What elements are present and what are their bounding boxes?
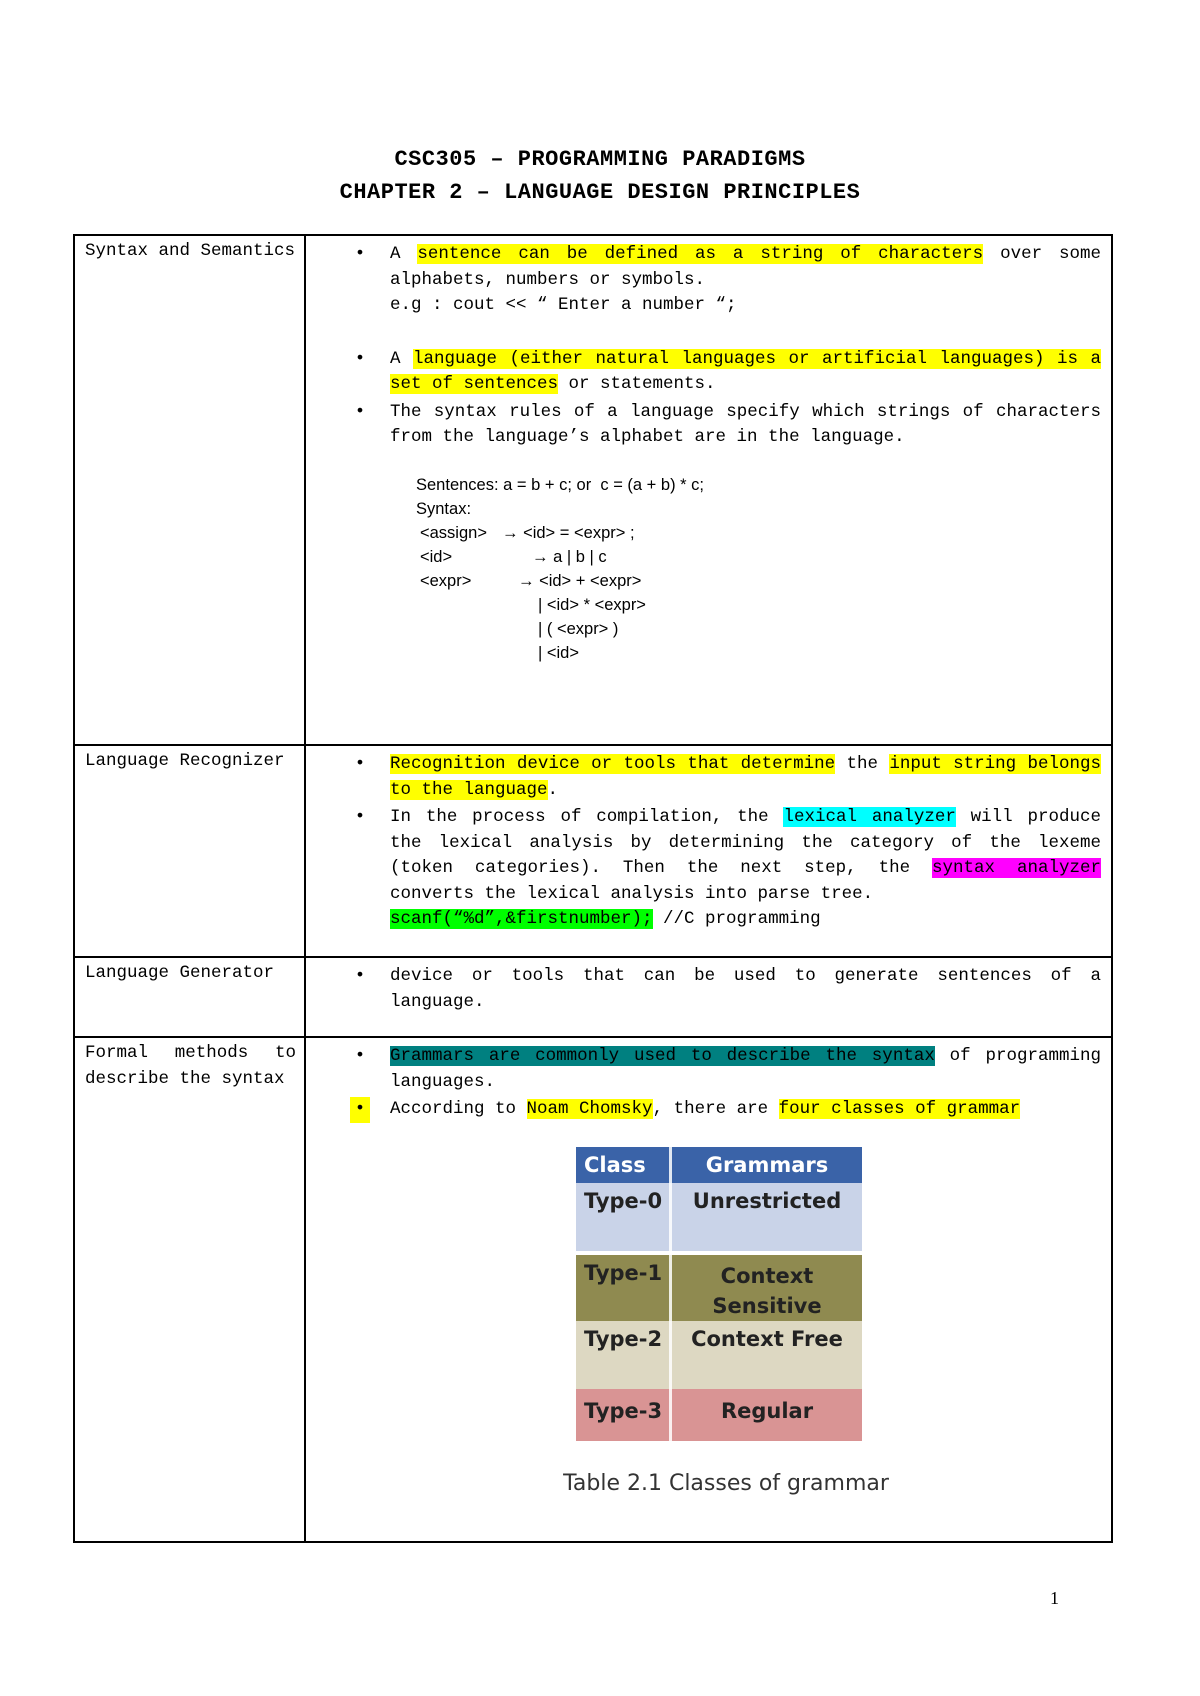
text-span: converts the lexical analysis into parse tree. [390, 883, 874, 904]
text-span: The syntax rules of a language specify which strings of characters from the language’s alphabet are in the language. [390, 401, 1101, 447]
text-span: over some alphabets, numbers or symbols. [390, 244, 1101, 290]
text-span: A [390, 348, 413, 369]
grammar-cell: Context Sensitive [712, 1263, 822, 1318]
row-content [305, 235, 1112, 745]
rule-alt: | <id> [538, 643, 579, 662]
text-span: . [547, 779, 559, 800]
table-row [74, 745, 1112, 957]
rule-rhs: → <id> + <expr> [518, 571, 642, 590]
highlighted-text: input string belongs to the language [390, 754, 1101, 800]
header-cell: Class [576, 1147, 672, 1183]
grammar-classes-table [576, 1147, 862, 1441]
row-label: Formal methods to describe the syntax [74, 1037, 305, 1542]
grammar-cell: Regular [720, 1398, 814, 1423]
rule-lhs: <assign> [420, 523, 487, 542]
text-span: According to [390, 1099, 527, 1119]
class-cell: Type-3 [576, 1389, 672, 1441]
list-item [306, 805, 1101, 933]
text-span: of programming languages. [390, 1046, 1101, 1092]
text-span: , there are [652, 1099, 779, 1119]
course-title: CSC305 – PROGRAMMING PARADIGMS [394, 147, 806, 172]
highlighted-text: sentence can be defined as a string of characters [417, 244, 984, 264]
row-content [305, 1037, 1112, 1542]
bullet-icon: • [354, 1046, 366, 1066]
highlighted-text: Noam Chomsky [526, 1099, 653, 1119]
list-item [306, 242, 1101, 319]
table-row [74, 1037, 1112, 1542]
class-cell: Type-2 [576, 1321, 672, 1389]
list-item [306, 1044, 1101, 1095]
list-item [306, 400, 1101, 451]
row-content [305, 745, 1112, 957]
list-item [306, 964, 1101, 1015]
class-cell: Type-0 [576, 1183, 672, 1251]
page-number: 1 [1050, 1588, 1059, 1608]
chapter-title: CHAPTER 2 – LANGUAGE DESIGN PRINCIPLES [339, 180, 861, 205]
row-label: Language Generator [74, 957, 305, 1037]
rule-lhs: <expr> [420, 571, 472, 590]
grammar-row [576, 1183, 862, 1251]
content-table [73, 234, 1113, 1543]
grammar-row [576, 1255, 862, 1321]
text-span: In the process of compilation, the [390, 807, 784, 827]
rule-rhs: → <id> = <expr> ; [502, 523, 635, 542]
bullet-icon: • [350, 1097, 370, 1123]
rule-alt: | ( <expr> ) [538, 619, 619, 638]
list-item [306, 752, 1101, 803]
code-comment: //C programming [652, 909, 821, 929]
grammar-row [576, 1389, 862, 1441]
row-content [305, 957, 1112, 1037]
highlighted-text: four classes of grammar [778, 1099, 1021, 1119]
table-caption: Table 2.1 Classes of grammar [563, 1470, 889, 1496]
bullet-icon: • [354, 244, 366, 264]
table-row [74, 235, 1112, 745]
rule-lhs: <id> [420, 547, 453, 566]
highlighted-text: Recognition device or tools that determine [390, 754, 836, 774]
grammar-cell: Unrestricted [692, 1188, 842, 1213]
grammar-cell: Context Free [691, 1326, 843, 1351]
syntax-heading: Syntax: [416, 499, 472, 518]
highlighted-text: lexical analyzer [783, 807, 956, 827]
code-example: scanf(“%d”,&firstnumber); [390, 909, 653, 929]
highlighted-text: Grammars are commonly used to describe the syntax [390, 1046, 935, 1066]
highlighted-text: syntax analyzer [932, 858, 1101, 878]
class-cell: Type-1 [576, 1255, 672, 1321]
table-row [74, 957, 1112, 1037]
grammar-figure [306, 1147, 1101, 1507]
grammar-table-header [576, 1147, 862, 1183]
text-span: or statements. [558, 374, 716, 394]
bullet-icon: • [354, 401, 366, 422]
text-span: the [835, 754, 890, 774]
bullet-icon: • [354, 966, 366, 986]
example-code: e.g : cout << “ Enter a number “; [390, 295, 737, 315]
rule-rhs: → a | b | c [532, 547, 607, 566]
list-item [306, 1097, 1101, 1123]
grammar-row [576, 1321, 862, 1389]
row-label: Language Recognizer [74, 745, 305, 957]
highlighted-text: language (either natural languages or artificial languages) is a set of sentences [390, 348, 1101, 394]
row-label: Syntax and Semantics [74, 235, 305, 745]
text-span: A [390, 244, 418, 264]
text-span: device or tools that can be used to generate sentences of a language. [390, 966, 1101, 1012]
text-span: will produce the lexical analysis by determining the category of the lexeme (token categories). Then the next step, the [390, 807, 1102, 878]
bullet-icon: • [354, 807, 366, 827]
header-cell: Grammars [705, 1152, 829, 1177]
sentences-line: Sentences: a = b + c; or c = (a + b) * c; [416, 475, 704, 494]
syntax-figure [306, 473, 1101, 669]
rule-alt: | <id> * <expr> [538, 595, 646, 614]
list-item [306, 347, 1101, 398]
bullet-icon: • [354, 754, 366, 774]
bullet-icon: • [354, 348, 366, 369]
